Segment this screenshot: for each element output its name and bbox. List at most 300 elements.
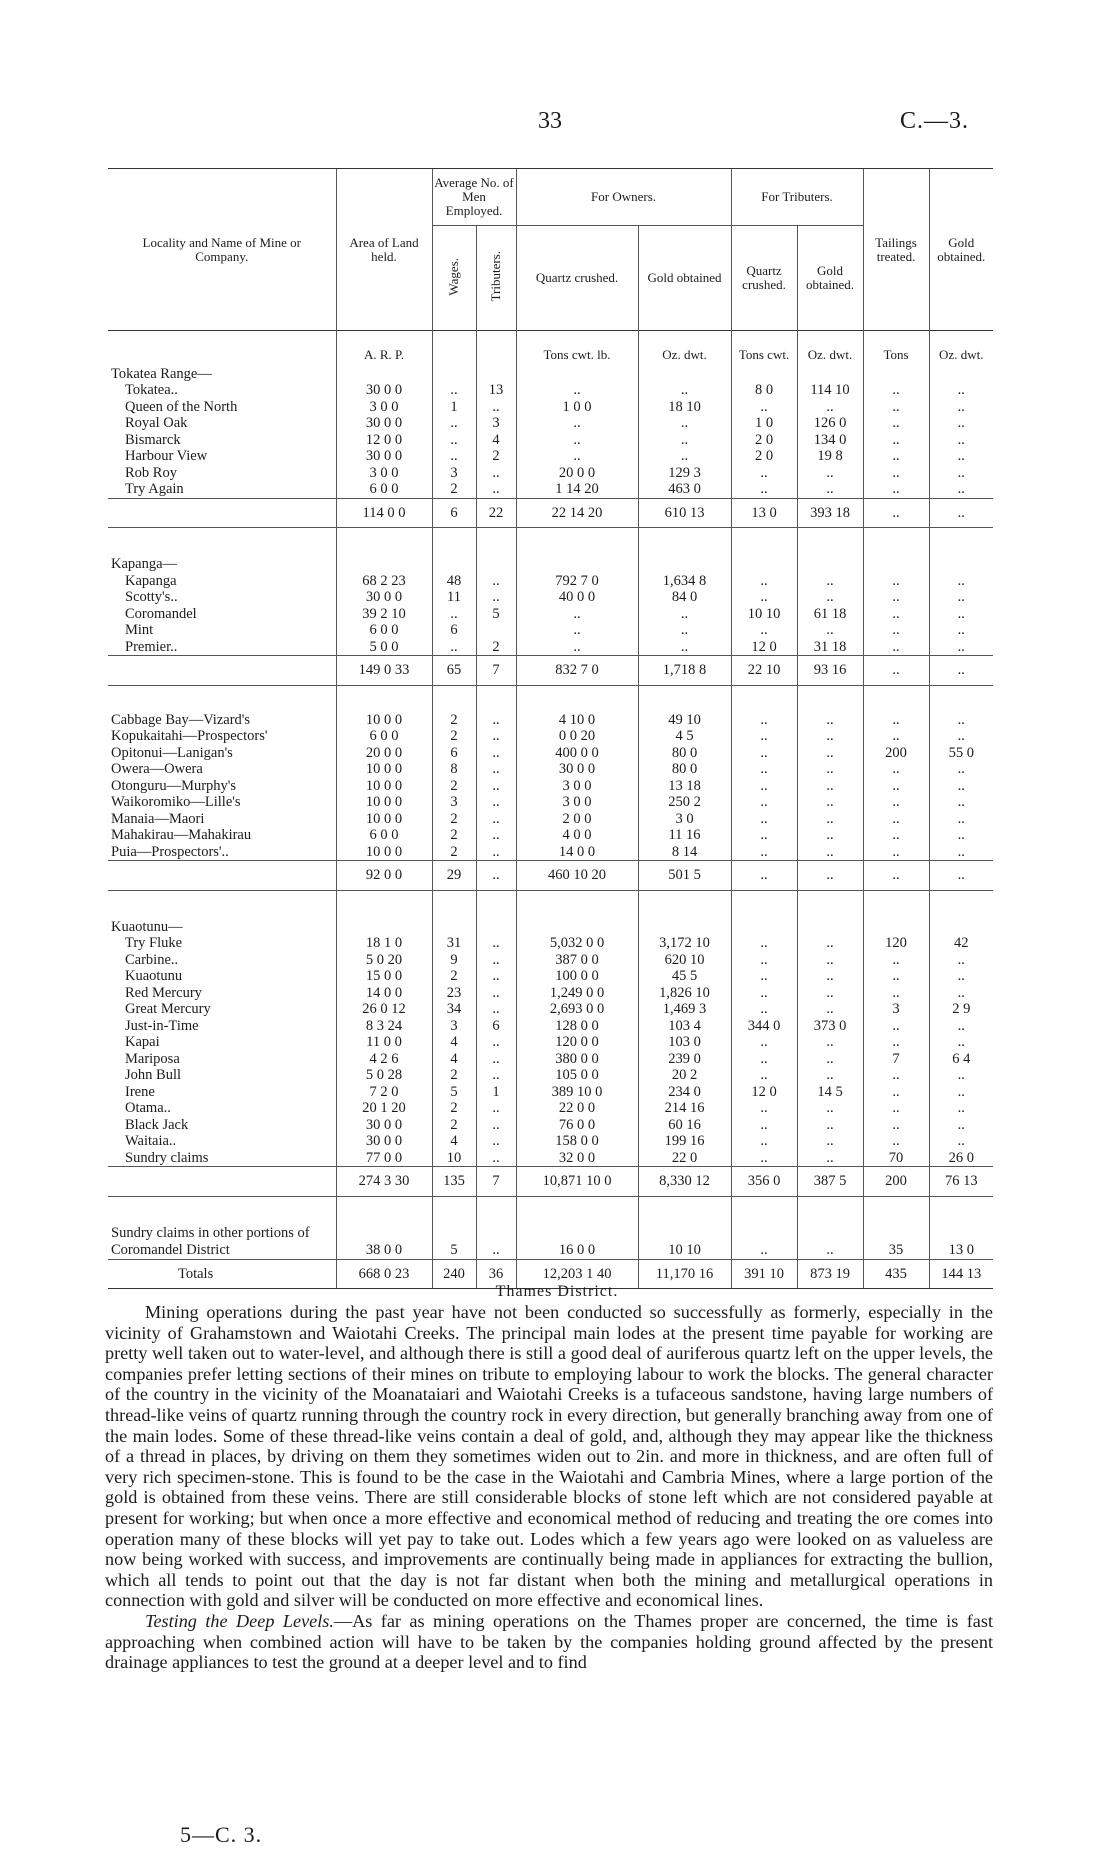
cell-owners-quartz: 400 0 0 bbox=[516, 745, 638, 762]
mine-name: Bismarck bbox=[125, 431, 181, 448]
paragraph-2 bbox=[105, 1611, 993, 1673]
table-row bbox=[108, 1133, 993, 1150]
spacer-cell bbox=[336, 528, 432, 555]
cell-tributers-gold: .. bbox=[797, 1117, 863, 1134]
cell-owners-quartz: 22 0 0 bbox=[516, 1100, 638, 1117]
cell-wages: 2 bbox=[432, 1117, 476, 1134]
cell-tailings: .. bbox=[863, 1034, 929, 1051]
row-label bbox=[108, 364, 336, 383]
cell-tributers-gold: .. bbox=[797, 465, 863, 482]
units-owners-quartz: Tons cwt. lb. bbox=[516, 331, 638, 364]
table-row bbox=[108, 968, 993, 985]
cell-owners-quartz: 0 0 20 bbox=[516, 728, 638, 745]
cell-owners-gold: 501 5 bbox=[638, 861, 731, 891]
spacer-cell bbox=[863, 685, 929, 712]
table-row bbox=[108, 745, 993, 762]
cell-owners-gold: 610 13 bbox=[638, 498, 731, 528]
cell-owners-quartz: 3 0 0 bbox=[516, 794, 638, 811]
cell-tributers-gold: 61 18 bbox=[797, 606, 863, 623]
row-label bbox=[108, 622, 336, 639]
cell-tributers: 1 bbox=[476, 1084, 516, 1101]
cell-area: 10 0 0 bbox=[336, 794, 432, 811]
cell-gold: .. bbox=[929, 952, 993, 969]
cell-area: 14 0 0 bbox=[336, 985, 432, 1002]
cell-wages: 6 bbox=[432, 622, 476, 639]
body-text bbox=[105, 1302, 993, 1673]
row-label bbox=[108, 639, 336, 656]
cell-gold: .. bbox=[929, 1018, 993, 1035]
cell-owners-quartz: 105 0 0 bbox=[516, 1067, 638, 1084]
mine-name: Scotty's.. bbox=[125, 589, 178, 605]
table-row bbox=[108, 399, 993, 416]
cell-gold: .. bbox=[929, 622, 993, 639]
units-wages bbox=[432, 331, 476, 364]
cell-tributers: .. bbox=[476, 1223, 516, 1260]
paragraph-2-text: —As far as mining operations on the Thames proper are concerned, the time is fast approaching when combined action will have to be taken by the companies holding ground affected by the present drainage appliances to test the ground at a deeper level and to find bbox=[105, 1610, 993, 1673]
row-label bbox=[108, 778, 336, 795]
cell-gold: .. bbox=[929, 498, 993, 528]
cell-owners-gold: 3 0 bbox=[638, 811, 731, 828]
cell-tributers-quartz: .. bbox=[731, 761, 797, 778]
spacer-row bbox=[108, 1196, 993, 1223]
cell-owners-gold: 3,172 10 bbox=[638, 935, 731, 952]
cell-owners-quartz: 389 10 0 bbox=[516, 1084, 638, 1101]
cell-wages: 4 bbox=[432, 1051, 476, 1068]
cell-gold: 42 bbox=[929, 935, 993, 952]
cell-owners-quartz: 76 0 0 bbox=[516, 1117, 638, 1134]
cell-tributers-gold: .. bbox=[797, 745, 863, 762]
cell-tributers-quartz: 2 0 bbox=[731, 448, 797, 465]
cell-gold: .. bbox=[929, 861, 993, 891]
cell-gold: .. bbox=[929, 1067, 993, 1084]
units-gold: Oz. dwt. bbox=[929, 331, 993, 364]
spacer-cell bbox=[516, 685, 638, 712]
cell-tributers: .. bbox=[476, 712, 516, 729]
header-owners-quartz: Quartz crushed. bbox=[516, 226, 638, 331]
cell-area: 6 0 0 bbox=[336, 728, 432, 745]
cell-tributers-gold: 873 19 bbox=[797, 1259, 863, 1289]
cell-area: 20 0 0 bbox=[336, 745, 432, 762]
cell-tributers-quartz: .. bbox=[731, 1051, 797, 1068]
document-code: C.—3. bbox=[900, 108, 970, 134]
table-row bbox=[108, 844, 993, 861]
cell-owners-quartz: 4 0 0 bbox=[516, 827, 638, 844]
cell-tributers: 6 bbox=[476, 1018, 516, 1035]
cell-tributers-gold: .. bbox=[797, 589, 863, 606]
row-label bbox=[108, 465, 336, 482]
cell-wages: 2 bbox=[432, 481, 476, 498]
cell-tributers: .. bbox=[476, 573, 516, 590]
mine-name: Manaia—Maori bbox=[111, 810, 205, 827]
spacer-cell bbox=[432, 1196, 476, 1223]
cell-gold: .. bbox=[929, 639, 993, 656]
cell-owners-gold bbox=[638, 554, 731, 573]
cell-owners-gold: 80 0 bbox=[638, 761, 731, 778]
cell-wages: .. bbox=[432, 448, 476, 465]
cell-gold: .. bbox=[929, 399, 993, 416]
cell-tributers: .. bbox=[476, 811, 516, 828]
table-row bbox=[108, 415, 993, 432]
group-heading-row bbox=[108, 554, 993, 573]
cell-owners-gold: 10 10 bbox=[638, 1223, 731, 1260]
cell-owners-gold: 1,469 3 bbox=[638, 1001, 731, 1018]
cell-gold: .. bbox=[929, 968, 993, 985]
cell-owners-quartz: 460 10 20 bbox=[516, 861, 638, 891]
cell-tributers-quartz: .. bbox=[731, 985, 797, 1002]
cell-tributers-quartz: .. bbox=[731, 935, 797, 952]
mine-name: Tokatea.. bbox=[125, 382, 178, 398]
cell-gold: .. bbox=[929, 827, 993, 844]
cell-gold: .. bbox=[929, 382, 993, 399]
cell-wages: 6 bbox=[432, 498, 476, 528]
row-label bbox=[108, 844, 336, 861]
cell-tributers-quartz: 13 0 bbox=[731, 498, 797, 528]
spacer-cell bbox=[108, 890, 336, 917]
mine-name: Kapanga bbox=[125, 572, 177, 589]
cell-wages: 6 bbox=[432, 745, 476, 762]
row-label bbox=[108, 1051, 336, 1068]
cell-owners-quartz: 40 0 0 bbox=[516, 589, 638, 606]
cell-area: 12 0 0 bbox=[336, 432, 432, 449]
cell-area: 3 0 0 bbox=[336, 399, 432, 416]
cell-area: 5 0 20 bbox=[336, 952, 432, 969]
cell-tailings: .. bbox=[863, 382, 929, 399]
row-label bbox=[108, 1084, 336, 1101]
cell-tailings: .. bbox=[863, 498, 929, 528]
cell-tributers-quartz: 356 0 bbox=[731, 1167, 797, 1197]
cell-tributers-gold: .. bbox=[797, 761, 863, 778]
mine-name: Puia—Prospectors'.. bbox=[111, 843, 229, 860]
table-row bbox=[108, 432, 993, 449]
cell-owners-gold: 45 5 bbox=[638, 968, 731, 985]
spacer-cell bbox=[336, 890, 432, 917]
cell-tributers-gold: 114 10 bbox=[797, 382, 863, 399]
cell-tributers-quartz: .. bbox=[731, 728, 797, 745]
cell-wages: 8 bbox=[432, 761, 476, 778]
cell-tributers: .. bbox=[476, 745, 516, 762]
subtotal-row bbox=[108, 1167, 993, 1197]
cell-tributers: 2 bbox=[476, 448, 516, 465]
cell-tributers-gold: .. bbox=[797, 1150, 863, 1167]
spacer-cell bbox=[476, 685, 516, 712]
cell-gold: 76 13 bbox=[929, 1167, 993, 1197]
cell-tributers-quartz: .. bbox=[731, 399, 797, 416]
cell-wages: 34 bbox=[432, 1001, 476, 1018]
cell-tailings: .. bbox=[863, 589, 929, 606]
spacer-cell bbox=[432, 890, 476, 917]
cell-tributers-quartz: 8 0 bbox=[731, 382, 797, 399]
cell-tributers-gold: 126 0 bbox=[797, 415, 863, 432]
cell-tributers-gold: .. bbox=[797, 861, 863, 891]
row-label bbox=[108, 554, 336, 573]
cell-wages: 4 bbox=[432, 1133, 476, 1150]
cell-owners-gold: 463 0 bbox=[638, 481, 731, 498]
row-label bbox=[108, 1117, 336, 1134]
cell-tributers-gold bbox=[797, 554, 863, 573]
spacer-cell bbox=[638, 528, 731, 555]
units-row bbox=[108, 331, 993, 364]
cell-owners-quartz: 14 0 0 bbox=[516, 844, 638, 861]
row-label bbox=[108, 1167, 336, 1197]
cell-area bbox=[336, 364, 432, 383]
cell-area: 6 0 0 bbox=[336, 622, 432, 639]
cell-wages: 2 bbox=[432, 778, 476, 795]
cell-owners-quartz: 120 0 0 bbox=[516, 1034, 638, 1051]
cell-tributers-quartz: .. bbox=[731, 794, 797, 811]
cell-tributers-gold: .. bbox=[797, 778, 863, 795]
cell-area: 7 2 0 bbox=[336, 1084, 432, 1101]
group-label: Kapanga— bbox=[111, 556, 178, 572]
mine-name: John Bull bbox=[125, 1067, 181, 1083]
cell-area: 30 0 0 bbox=[336, 589, 432, 606]
cell-owners-gold: 18 10 bbox=[638, 399, 731, 416]
cell-tributers-gold: 14 5 bbox=[797, 1084, 863, 1101]
cell-tributers-gold: .. bbox=[797, 985, 863, 1002]
cell-owners-gold: 250 2 bbox=[638, 794, 731, 811]
cell-owners-quartz: .. bbox=[516, 448, 638, 465]
cell-tailings bbox=[863, 554, 929, 573]
row-label bbox=[108, 712, 336, 729]
cell-tributers: .. bbox=[476, 844, 516, 861]
cell-tributers-quartz: 391 10 bbox=[731, 1259, 797, 1289]
cell-tailings: .. bbox=[863, 415, 929, 432]
table-row bbox=[108, 1084, 993, 1101]
cell-gold: .. bbox=[929, 728, 993, 745]
cell-area: 20 1 20 bbox=[336, 1100, 432, 1117]
cell-wages: .. bbox=[432, 382, 476, 399]
spacer-cell bbox=[797, 528, 863, 555]
cell-tributers-gold: .. bbox=[797, 622, 863, 639]
spacer-cell bbox=[476, 1196, 516, 1223]
table-row bbox=[108, 1067, 993, 1084]
spacer-cell bbox=[797, 1196, 863, 1223]
cell-wages: 10 bbox=[432, 1150, 476, 1167]
row-label bbox=[108, 761, 336, 778]
cell-tributers-quartz: 12 0 bbox=[731, 1084, 797, 1101]
cell-tributers: 2 bbox=[476, 639, 516, 656]
cell-area: 10 0 0 bbox=[336, 712, 432, 729]
subtotal-row bbox=[108, 861, 993, 891]
cell-owners-quartz: .. bbox=[516, 622, 638, 639]
spacer-cell bbox=[731, 528, 797, 555]
cell-tributers-quartz: .. bbox=[731, 952, 797, 969]
cell-wages: 2 bbox=[432, 811, 476, 828]
subtotal-row bbox=[108, 656, 993, 686]
cell-gold: .. bbox=[929, 1117, 993, 1134]
cell-tributers: 22 bbox=[476, 498, 516, 528]
cell-area: 114 0 0 bbox=[336, 498, 432, 528]
cell-area: 18 1 0 bbox=[336, 935, 432, 952]
cell-owners-gold: 239 0 bbox=[638, 1051, 731, 1068]
mine-name: Otonguru—Murphy's bbox=[111, 777, 237, 794]
cell-owners-quartz: 22 14 20 bbox=[516, 498, 638, 528]
cell-area: 4 2 6 bbox=[336, 1051, 432, 1068]
cell-tributers-quartz: .. bbox=[731, 811, 797, 828]
header-for-tributers: For Tributers. bbox=[731, 169, 863, 226]
mine-name: Kuaotunu bbox=[125, 968, 183, 984]
spacer-row bbox=[108, 890, 993, 917]
table-row bbox=[108, 1018, 993, 1035]
group-label: Tokatea Range— bbox=[111, 365, 212, 382]
cell-tributers-gold: .. bbox=[797, 481, 863, 498]
mine-name: Mariposa bbox=[125, 1050, 180, 1067]
cell-tailings: .. bbox=[863, 1133, 929, 1150]
header-tributers: Tributers. bbox=[488, 251, 503, 302]
table-row bbox=[108, 589, 993, 606]
cell-tailings: .. bbox=[863, 827, 929, 844]
cell-area: 5 0 0 bbox=[336, 639, 432, 656]
cell-tributers: .. bbox=[476, 1117, 516, 1134]
row-label bbox=[108, 985, 336, 1002]
cell-tailings bbox=[863, 917, 929, 936]
spacer-cell bbox=[863, 890, 929, 917]
row-label bbox=[108, 1100, 336, 1117]
cell-area: 10 0 0 bbox=[336, 844, 432, 861]
units-tributers-quartz: Tons cwt. bbox=[731, 331, 797, 364]
cell-owners-quartz: 10,871 10 0 bbox=[516, 1167, 638, 1197]
table-row bbox=[108, 1001, 993, 1018]
cell-owners-quartz: 20 0 0 bbox=[516, 465, 638, 482]
cell-wages: 29 bbox=[432, 861, 476, 891]
cell-wages: .. bbox=[432, 415, 476, 432]
cell-tailings: 200 bbox=[863, 745, 929, 762]
cell-area: 15 0 0 bbox=[336, 968, 432, 985]
mine-name: Black Jack bbox=[125, 1116, 189, 1133]
cell-tributers-quartz: .. bbox=[731, 968, 797, 985]
cell-owners-quartz bbox=[516, 554, 638, 573]
row-label bbox=[108, 606, 336, 623]
row-label bbox=[108, 1150, 336, 1167]
mine-name: Owera—Owera bbox=[111, 761, 203, 777]
table-row bbox=[108, 728, 993, 745]
cell-wages: 5 bbox=[432, 1223, 476, 1260]
cell-tributers-gold: .. bbox=[797, 1133, 863, 1150]
cell-tributers-gold: .. bbox=[797, 1051, 863, 1068]
cell-wages: 65 bbox=[432, 656, 476, 686]
table-row bbox=[108, 382, 993, 399]
cell-owners-gold: 8 14 bbox=[638, 844, 731, 861]
spacer-cell bbox=[516, 890, 638, 917]
spacer-cell bbox=[476, 890, 516, 917]
cell-gold: .. bbox=[929, 794, 993, 811]
cell-gold: .. bbox=[929, 432, 993, 449]
cell-owners-quartz: 380 0 0 bbox=[516, 1051, 638, 1068]
cell-tributers-gold: .. bbox=[797, 968, 863, 985]
cell-gold: .. bbox=[929, 573, 993, 590]
cell-area: 10 0 0 bbox=[336, 811, 432, 828]
cell-owners-gold: 13 18 bbox=[638, 778, 731, 795]
cell-tributers: .. bbox=[476, 465, 516, 482]
cell-tributers-quartz: 12 0 bbox=[731, 639, 797, 656]
cell-owners-quartz bbox=[516, 364, 638, 383]
cell-gold: .. bbox=[929, 761, 993, 778]
cell-tributers-quartz: .. bbox=[731, 861, 797, 891]
cell-area: 6 0 0 bbox=[336, 481, 432, 498]
spacer-cell bbox=[108, 1196, 336, 1223]
cell-tributers-quartz bbox=[731, 917, 797, 936]
cell-tributers-quartz: .. bbox=[731, 1001, 797, 1018]
cell-owners-gold: 1,634 8 bbox=[638, 573, 731, 590]
cell-tailings: .. bbox=[863, 399, 929, 416]
cell-owners-gold: 103 0 bbox=[638, 1034, 731, 1051]
cell-tributers: .. bbox=[476, 794, 516, 811]
cell-gold: .. bbox=[929, 448, 993, 465]
cell-owners-quartz: .. bbox=[516, 382, 638, 399]
spacer-cell bbox=[638, 890, 731, 917]
row-label bbox=[108, 481, 336, 498]
cell-tributers-gold: 393 18 bbox=[797, 498, 863, 528]
cell-gold: .. bbox=[929, 1084, 993, 1101]
cell-tributers: 4 bbox=[476, 432, 516, 449]
row-label bbox=[108, 448, 336, 465]
table-row bbox=[108, 712, 993, 729]
paragraph-2-heading: Testing the Deep Levels. bbox=[145, 1610, 334, 1631]
table-row bbox=[108, 1034, 993, 1051]
cell-area: 30 0 0 bbox=[336, 448, 432, 465]
spacer-cell bbox=[108, 685, 336, 712]
mine-name: Premier.. bbox=[125, 638, 178, 655]
cell-tributers-quartz: 2 0 bbox=[731, 432, 797, 449]
page-number: 33 bbox=[538, 108, 562, 134]
cell-gold: 55 0 bbox=[929, 745, 993, 762]
cell-tributers-quartz: .. bbox=[731, 1067, 797, 1084]
cell-tailings: .. bbox=[863, 861, 929, 891]
cell-owners-quartz bbox=[516, 917, 638, 936]
cell-tributers: 3 bbox=[476, 415, 516, 432]
cell-tributers: 7 bbox=[476, 656, 516, 686]
table-row bbox=[108, 811, 993, 828]
cell-tailings: .. bbox=[863, 985, 929, 1002]
paragraph-1: Mining operations during the past year have not been conducted so successfully as formerly, especially in the vicinity of Grahamstown and Waiotahi Creeks. The principal main lodes at the present time payable for working are pretty well taken out to water-level, and although there is still a good deal of auriferous quartz left on the upper levels, the companies prefer letting sections of their mines on tribute to employing labour to work the blocks. The general character of the country in the vicinity of the Moanataiari and Waiotahi Creeks is a tufaceous sandstone, having large numbers of thread-like veins of quartz running through the country rock in every direction, but generally branching away from one of the main lodes. Some of these thread-like veins contain a deal of gold, and, although they may appear like the thickness of a thread in places, by driving on them they sometimes widen out to 2in. and more in thickness, and are often full of very rich specimen-stone. This is found to be the case in the Waiotahi and Cambria Mines, where a large portion of the gold is obtained from these veins. There are still considerable blocks of stone left which are not considered payable at present for working; but when once a more effective and economical method of reducing and treating the ore comes into operation many of these blocks will yet pay to take out. Lodes which a few years ago were looked on as valueless are now being worked with success, and improvements are continually being made in appliances for extracting the bullion, which all tends to point out that the day is not far distant when both the mining and metallurgical operations in connection with gold and silver will be conducted on more effective and economical lines. bbox=[105, 1302, 993, 1611]
cell-tributers: 7 bbox=[476, 1167, 516, 1197]
mine-name: Waikoromiko—Lille's bbox=[111, 794, 241, 810]
cell-tributers: .. bbox=[476, 968, 516, 985]
cell-tributers: .. bbox=[476, 1133, 516, 1150]
cell-area: 3 0 0 bbox=[336, 465, 432, 482]
cell-tributers-quartz: .. bbox=[731, 712, 797, 729]
group-heading-row bbox=[108, 917, 993, 936]
header-gold-obtained: Gold obtained. bbox=[929, 169, 993, 331]
header-average-men: Average No. of Men Employed. bbox=[432, 169, 516, 226]
cell-wages: 31 bbox=[432, 935, 476, 952]
cell-tributers bbox=[476, 364, 516, 383]
cell-tributers-gold: .. bbox=[797, 399, 863, 416]
cell-gold: 26 0 bbox=[929, 1150, 993, 1167]
spacer-cell bbox=[336, 685, 432, 712]
cell-owners-quartz: 792 7 0 bbox=[516, 573, 638, 590]
cell-tributers: .. bbox=[476, 761, 516, 778]
table-row bbox=[108, 935, 993, 952]
cell-tributers-gold: .. bbox=[797, 1100, 863, 1117]
mine-name: Kapai bbox=[125, 1034, 160, 1050]
header-tributers-gold: Gold obtained. bbox=[797, 226, 863, 331]
cell-tributers: .. bbox=[476, 1034, 516, 1051]
units-tailings: Tons bbox=[863, 331, 929, 364]
mine-name: Red Mercury bbox=[125, 984, 202, 1001]
cell-gold: .. bbox=[929, 589, 993, 606]
cell-owners-gold: 11 16 bbox=[638, 827, 731, 844]
row-label bbox=[108, 498, 336, 528]
cell-owners-gold: .. bbox=[638, 432, 731, 449]
cell-tailings: .. bbox=[863, 1084, 929, 1101]
cell-tributers-gold: 19 8 bbox=[797, 448, 863, 465]
cell-tributers-gold: 31 18 bbox=[797, 639, 863, 656]
cell-owners-gold: .. bbox=[638, 606, 731, 623]
cell-owners-gold: 4 5 bbox=[638, 728, 731, 745]
cell-area: 10 0 0 bbox=[336, 778, 432, 795]
table-row bbox=[108, 794, 993, 811]
cell-wages: 2 bbox=[432, 712, 476, 729]
